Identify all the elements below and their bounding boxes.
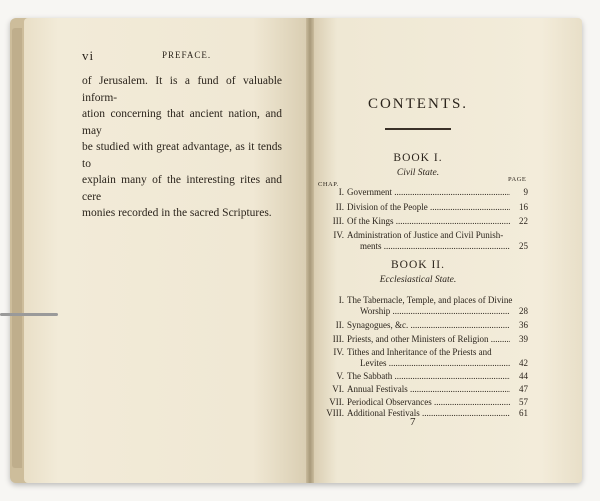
toc-entry-title: Priests, and other Ministers of Religion ..... <box>347 334 510 345</box>
toc-entry-title: The Tabernacle, Temple, and places of Divine <box>347 295 513 305</box>
toc-entry <box>322 187 528 198</box>
toc-entry-page: 42 <box>519 358 528 368</box>
preface-line: be studied with great advantage, as it tends to <box>82 141 282 170</box>
toc-entry-title: Additional Festivals ..... <box>347 408 510 419</box>
toc-entry-continued <box>360 358 528 369</box>
contents-title: CONTENTS. <box>367 96 469 112</box>
chap-label: CHAP. <box>318 181 339 188</box>
toc-entry-title: Tithes and Inheritance of the Priests and <box>347 347 492 357</box>
toc-entry <box>322 371 528 382</box>
preface-text <box>82 73 282 222</box>
bookmark-ribbon <box>0 313 58 316</box>
toc-entry-page: 16 <box>519 202 528 212</box>
toc-entry-page: 25 <box>519 241 528 251</box>
toc-entry-page: 22 <box>519 216 528 226</box>
toc-entry-number: I. <box>338 187 344 197</box>
toc-entry-number: II. <box>335 320 344 330</box>
toc-entry-number: IV. <box>333 230 344 240</box>
toc-entry <box>322 320 528 331</box>
toc-entry-page: 61 <box>519 408 528 418</box>
toc-entry-page: 47 <box>519 384 528 394</box>
toc-entry-title-cont: Worship ..... <box>360 306 510 317</box>
toc-entry <box>322 397 528 408</box>
toc-entry-page: 44 <box>519 371 528 381</box>
toc-entry-number: III. <box>332 216 344 226</box>
toc-entry-title: Periodical Observances ..... <box>347 397 510 408</box>
preface-line: of Jerusalem. It is a fund of valuable inform- <box>82 75 282 104</box>
toc-entry-title: Of the Kings ..... <box>347 216 510 227</box>
book1-heading: BOOK I. <box>393 152 443 164</box>
toc-entry-title-cont: Levites ..... <box>360 358 510 369</box>
toc-entry-page: 9 <box>523 187 528 197</box>
preface-line: ation concerning that ancient nation, and may <box>82 108 282 137</box>
toc-entry-page: 28 <box>519 306 528 316</box>
toc-entry-title: Annual Festivals ..... <box>347 384 510 395</box>
toc-entry-title: The Sabbath ..... <box>347 371 510 382</box>
book2-subtitle: Ecclesiastical State. <box>379 275 457 285</box>
toc-entry-title-cont: ments ..... <box>360 241 510 252</box>
toc-entry-title: Government ..... <box>347 187 510 198</box>
preface-line: explain many of the interesting rites and cere <box>82 174 282 203</box>
toc-entry <box>322 334 528 345</box>
book-cover-edge <box>12 28 22 468</box>
right-page-footer-number: 7 <box>410 416 416 428</box>
toc-entry <box>322 216 528 227</box>
title-rule <box>385 128 451 130</box>
toc-entry <box>322 202 528 213</box>
page-label: PAGE <box>508 176 527 183</box>
toc-entry-page: 36 <box>519 320 528 330</box>
toc-entry <box>322 408 528 419</box>
toc-entry-title: Administration of Justice and Civil Punish- <box>347 230 504 240</box>
left-page-number: vi <box>82 48 95 63</box>
toc-entry <box>322 230 528 241</box>
toc-entry <box>322 347 528 358</box>
book1-subtitle: Civil State. <box>396 168 440 178</box>
toc-entry-number: IV. <box>333 347 344 357</box>
book2-heading: BOOK II. <box>391 259 445 271</box>
left-running-title: PREFACE. <box>162 50 212 60</box>
toc-entry-number: III. <box>332 334 344 344</box>
toc-entry-continued <box>360 241 528 252</box>
toc-entry-page: 57 <box>519 397 528 407</box>
toc-entry-number: VI. <box>332 384 344 394</box>
toc-entry-number: VII. <box>329 397 344 407</box>
toc-entry <box>322 295 528 306</box>
toc-entry-number: II. <box>335 202 344 212</box>
preface-line: monies recorded in the sacred Scriptures. <box>82 207 272 219</box>
toc-entry-title: Synagogues, &c. ..... <box>347 320 510 331</box>
toc-entry-number: I. <box>338 295 344 305</box>
toc-entry-number: V. <box>336 371 344 381</box>
toc-entry-continued <box>360 306 528 317</box>
toc-entry-title: Division of the People ..... <box>347 202 510 213</box>
toc-entry-number: VIII. <box>326 408 344 418</box>
book-gutter <box>306 18 314 483</box>
toc-entry <box>322 384 528 395</box>
toc-entry-page: 39 <box>519 334 528 344</box>
